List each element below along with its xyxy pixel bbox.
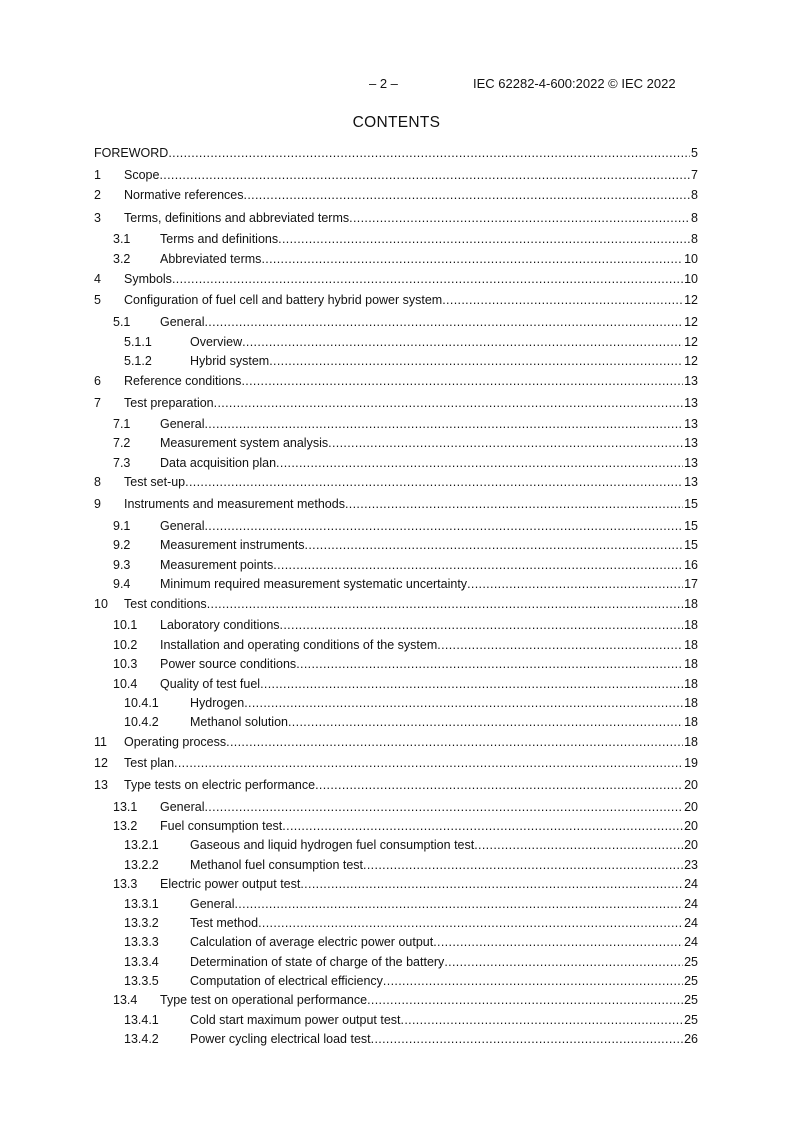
toc-entry-title: Measurement points [160,558,274,572]
dot-leader [280,616,684,634]
dot-leader [204,313,683,331]
toc-entry-number: 13.2.2 [124,858,159,872]
toc-entry-number: 10.4 [113,677,138,691]
toc-entry-page: 18 [684,657,698,671]
toc-entry-number: 6 [94,374,101,388]
dot-leader [444,953,683,971]
dot-leader [296,655,683,673]
dot-leader [269,352,683,370]
toc-entry[interactable] [94,616,698,634]
toc-entry-title: Data acquisition plan [160,456,277,470]
dot-leader [261,250,683,268]
toc-entry[interactable] [94,836,698,854]
toc-entry-title: Instruments and measurement methods [124,497,345,511]
toc-entry-title: Abbreviated terms [160,252,262,266]
dot-leader [383,972,683,990]
dot-leader [204,798,683,816]
dot-leader [159,166,690,184]
dot-leader [168,144,690,162]
toc-entry-page: 13 [684,417,698,431]
toc-entry-number: 13.3.5 [124,974,159,988]
toc-entry-page: 18 [684,638,698,652]
toc-entry[interactable] [94,270,698,288]
toc-entry[interactable] [94,209,698,227]
toc-entry-title: Gaseous and liquid hydrogen fuel consumption test [190,838,475,852]
dot-leader [258,914,683,932]
toc-entry-number: 13.2 [113,819,138,833]
toc-entry-page: 12 [684,335,698,349]
toc-entry[interactable] [94,166,698,184]
toc-entry-title: General [160,800,205,814]
toc-entry-title: Computation of electrical efficiency [190,974,383,988]
toc-entry[interactable] [94,291,698,309]
toc-entry-number: 3.1 [113,232,131,246]
toc-entry-page: 20 [684,800,698,814]
contents-title: CONTENTS [352,114,441,131]
dot-leader [260,675,683,693]
toc-entry-title: General [160,315,205,329]
toc-entry-number: 10 [94,597,108,611]
dot-leader [185,473,683,491]
toc-entry-title: Hybrid system [190,354,270,368]
toc-entry-page: 8 [691,188,698,202]
toc-entry[interactable] [94,352,698,370]
toc-entry-title: Methanol fuel consumption test [190,858,364,872]
toc-entry-page: 24 [684,935,698,949]
toc-entry-title: Quality of test fuel [160,677,261,691]
toc-entry-page: 24 [684,877,698,891]
toc-entry-page: 7 [691,168,698,182]
toc-entry[interactable] [94,394,698,412]
toc-entry-page: 18 [684,677,698,691]
toc-entry-title: Test method [190,916,259,930]
toc-entry-number: 7.2 [113,436,131,450]
toc-entry-title: Power cycling electrical load test [190,1032,371,1046]
toc-entry[interactable] [94,972,698,990]
toc-entry-page: 24 [684,897,698,911]
toc-entry-page: 5 [691,146,698,160]
toc-entry-number: 2 [94,188,101,202]
toc-entry-title: Measurement instruments [160,538,305,552]
standard-reference: IEC 62282-4-600:2022 © IEC 2022 [473,76,676,91]
dot-leader [234,895,683,913]
dot-leader [442,291,683,309]
toc-entry-title: Cold start maximum power output test [190,1013,401,1027]
toc-entry[interactable] [94,875,698,893]
toc-entry-title: Methanol solution [190,715,288,729]
toc-entry-title: FOREWORD [94,146,169,160]
toc-entry-title: Terms and definitions [160,232,279,246]
toc-entry-title: Fuel consumption test [160,819,283,833]
dot-leader [288,713,683,731]
dot-leader [433,933,683,951]
toc-entry-page: 8 [691,211,698,225]
toc-entry-number: 5.1.2 [124,354,152,368]
toc-entry-number: 10.1 [113,618,138,632]
toc-entry[interactable] [94,415,698,433]
dot-leader [282,817,683,835]
toc-entry-title: Test set-up [124,475,186,489]
toc-entry-number: 10.4.2 [124,715,159,729]
dot-leader [371,1030,683,1048]
toc-entry-number: 5 [94,293,101,307]
toc-entry[interactable] [94,144,698,162]
toc-entry-page: 25 [684,955,698,969]
toc-entry-page: 23 [684,858,698,872]
toc-entry[interactable] [94,856,698,874]
toc-entry[interactable] [94,595,698,613]
toc-entry[interactable] [94,733,698,751]
toc-entry[interactable] [94,776,698,794]
toc-entry[interactable] [94,754,698,772]
toc-entry-page: 25 [684,974,698,988]
toc-entry-number: 7 [94,396,101,410]
dot-leader [174,754,683,772]
toc-entry-number: 10.4.1 [124,696,159,710]
toc-entry[interactable] [94,372,698,390]
dot-leader [204,415,683,433]
toc-entry-title: Electric power output test [160,877,301,891]
toc-entry[interactable] [94,636,698,654]
toc-entry[interactable] [94,434,698,452]
toc-entry-number: 13.3.3 [124,935,159,949]
toc-entry-page: 15 [684,538,698,552]
toc-entry-page: 12 [684,354,698,368]
toc-entry[interactable] [94,454,698,472]
toc-entry-number: 13.1 [113,800,138,814]
toc-entry-number: 13.3.2 [124,916,159,930]
toc-entry-number: 13.4.1 [124,1013,159,1027]
toc-entry-page: 13 [684,436,698,450]
toc-entry-page: 19 [684,756,698,770]
toc-entry-title: General [160,519,205,533]
toc-entry[interactable] [94,536,698,554]
toc-entry-page: 24 [684,916,698,930]
dot-leader [244,186,691,204]
toc-entry[interactable] [94,914,698,932]
toc-entry-number: 5.1 [113,315,131,329]
dot-leader [276,454,683,472]
dot-leader [328,434,683,452]
toc-entry-page: 18 [684,715,698,729]
toc-entry[interactable] [94,991,698,1009]
dot-leader [226,733,683,751]
dot-leader [349,209,690,227]
toc-entry[interactable] [94,655,698,673]
toc-entry-page: 13 [684,475,698,489]
toc-entry-title: Normative references [124,188,244,202]
toc-entry[interactable] [94,230,698,248]
toc-entry-page: 8 [691,232,698,246]
toc-entry-page: 10 [684,272,698,286]
toc-entry[interactable] [94,694,698,712]
dot-leader [204,517,683,535]
toc-entry-title: Symbols [124,272,172,286]
toc-entry[interactable] [94,953,698,971]
toc-entry-number: 13.3 [113,877,138,891]
toc-entry-title: Measurement system analysis [160,436,329,450]
toc-entry-number: 1 [94,168,101,182]
dot-leader [345,495,683,513]
toc-entry[interactable] [94,250,698,268]
toc-entry-page: 15 [684,497,698,511]
toc-entry-title: Configuration of fuel cell and battery hybrid power system [124,293,443,307]
toc-entry-number: 9.2 [113,538,131,552]
toc-entry-page: 20 [684,838,698,852]
toc-entry-number: 13.4.2 [124,1032,159,1046]
toc-entry-title: Power source conditions [160,657,297,671]
toc-entry[interactable] [94,1011,698,1029]
toc-entry-title: Laboratory conditions [160,618,280,632]
toc-entry[interactable] [94,675,698,693]
toc-entry-number: 9.1 [113,519,131,533]
dot-leader [241,372,683,390]
dot-leader [300,875,683,893]
toc-entry-title: Determination of state of charge of the battery [190,955,445,969]
dot-leader [305,536,684,554]
toc-entry[interactable] [94,817,698,835]
toc-entry[interactable] [94,556,698,574]
toc-entry-page: 18 [684,618,698,632]
toc-entry-number: 7.1 [113,417,131,431]
toc-entry-number: 7.3 [113,456,131,470]
dot-leader [242,333,683,351]
toc-entry-number: 13.3.4 [124,955,159,969]
toc-entry-number: 4 [94,272,101,286]
toc-entry-title: Type test on operational performance [160,993,368,1007]
toc-entry-page: 15 [684,519,698,533]
dot-leader [207,595,683,613]
toc-entry-page: 18 [684,597,698,611]
toc-entry-number: 9.4 [113,577,131,591]
toc-entry-title: Test conditions [124,597,207,611]
toc-entry-page: 17 [684,577,698,591]
toc-entry-number: 8 [94,475,101,489]
toc-entry-number: 13.4 [113,993,138,1007]
toc-entry[interactable] [94,473,698,491]
toc-entry[interactable] [94,575,698,593]
dot-leader [467,575,683,593]
toc-entry-number: 5.1.1 [124,335,152,349]
dot-leader [474,836,683,854]
toc-entry-number: 13.2.1 [124,838,159,852]
toc-entry-title: Type tests on electric performance [124,778,316,792]
dot-leader [367,991,683,1009]
toc-entry-number: 13 [94,778,108,792]
dot-leader [172,270,683,288]
dot-leader [273,556,683,574]
toc-entry-title: Test plan [124,756,175,770]
toc-entry-page: 12 [684,293,698,307]
toc-entry-page: 20 [684,778,698,792]
toc-entry-number: 9 [94,497,101,511]
toc-entry-page: 18 [684,696,698,710]
toc-entry[interactable] [94,1030,698,1048]
toc-entry[interactable] [94,186,698,204]
dot-leader [278,230,690,248]
toc-entry[interactable] [94,798,698,816]
toc-entry-number: 11 [94,735,107,749]
toc-entry-page: 25 [684,1013,698,1027]
toc-entry-title: Overview [190,335,243,349]
toc-entry-title: Test preparation [124,396,214,410]
toc-entry-page: 18 [684,735,698,749]
toc-entry-number: 10.2 [113,638,138,652]
toc-entry-page: 13 [684,374,698,388]
toc-entry[interactable] [94,333,698,351]
toc-entry[interactable] [94,713,698,731]
toc-entry-number: 13.3.1 [124,897,159,911]
toc-entry-title: Operating process [124,735,227,749]
toc-entry-number: 3.2 [113,252,131,266]
page-number: – 2 – [369,76,398,91]
toc-entry-page: 10 [684,252,698,266]
toc-entry-title: Reference conditions [124,374,242,388]
toc-entry[interactable] [94,495,698,513]
toc-entry-page: 25 [684,993,698,1007]
toc-entry[interactable] [94,517,698,535]
toc-entry-title: General [190,897,235,911]
toc-entry-title: Terms, definitions and abbreviated terms [124,211,350,225]
toc-entry-title: Installation and operating conditions of the system [160,638,438,652]
toc-entry-title: General [160,417,205,431]
dot-leader [244,694,683,712]
toc-entry-title: Calculation of average electric power output [190,935,434,949]
toc-entry-number: 12 [94,756,108,770]
toc-entry[interactable] [94,895,698,913]
toc-entry-number: 3 [94,211,101,225]
toc-entry[interactable] [94,313,698,331]
toc-entry-page: 16 [684,558,698,572]
dot-leader [401,1011,684,1029]
toc-entry-title: Scope [124,168,160,182]
toc-entry-number: 9.3 [113,558,131,572]
toc-entry-title: Hydrogen [190,696,245,710]
dot-leader [437,636,683,654]
toc-entry-title: Minimum required measurement systematic uncertainty [160,577,468,591]
dot-leader [214,394,683,412]
toc-entry-page: 13 [684,396,698,410]
dot-leader [315,776,683,794]
toc-entry-page: 13 [684,456,698,470]
toc-entry-page: 12 [684,315,698,329]
toc-entry-page: 26 [684,1032,698,1046]
toc-entry[interactable] [94,933,698,951]
dot-leader [363,856,683,874]
toc-entry-number: 10.3 [113,657,138,671]
toc-entry-page: 20 [684,819,698,833]
